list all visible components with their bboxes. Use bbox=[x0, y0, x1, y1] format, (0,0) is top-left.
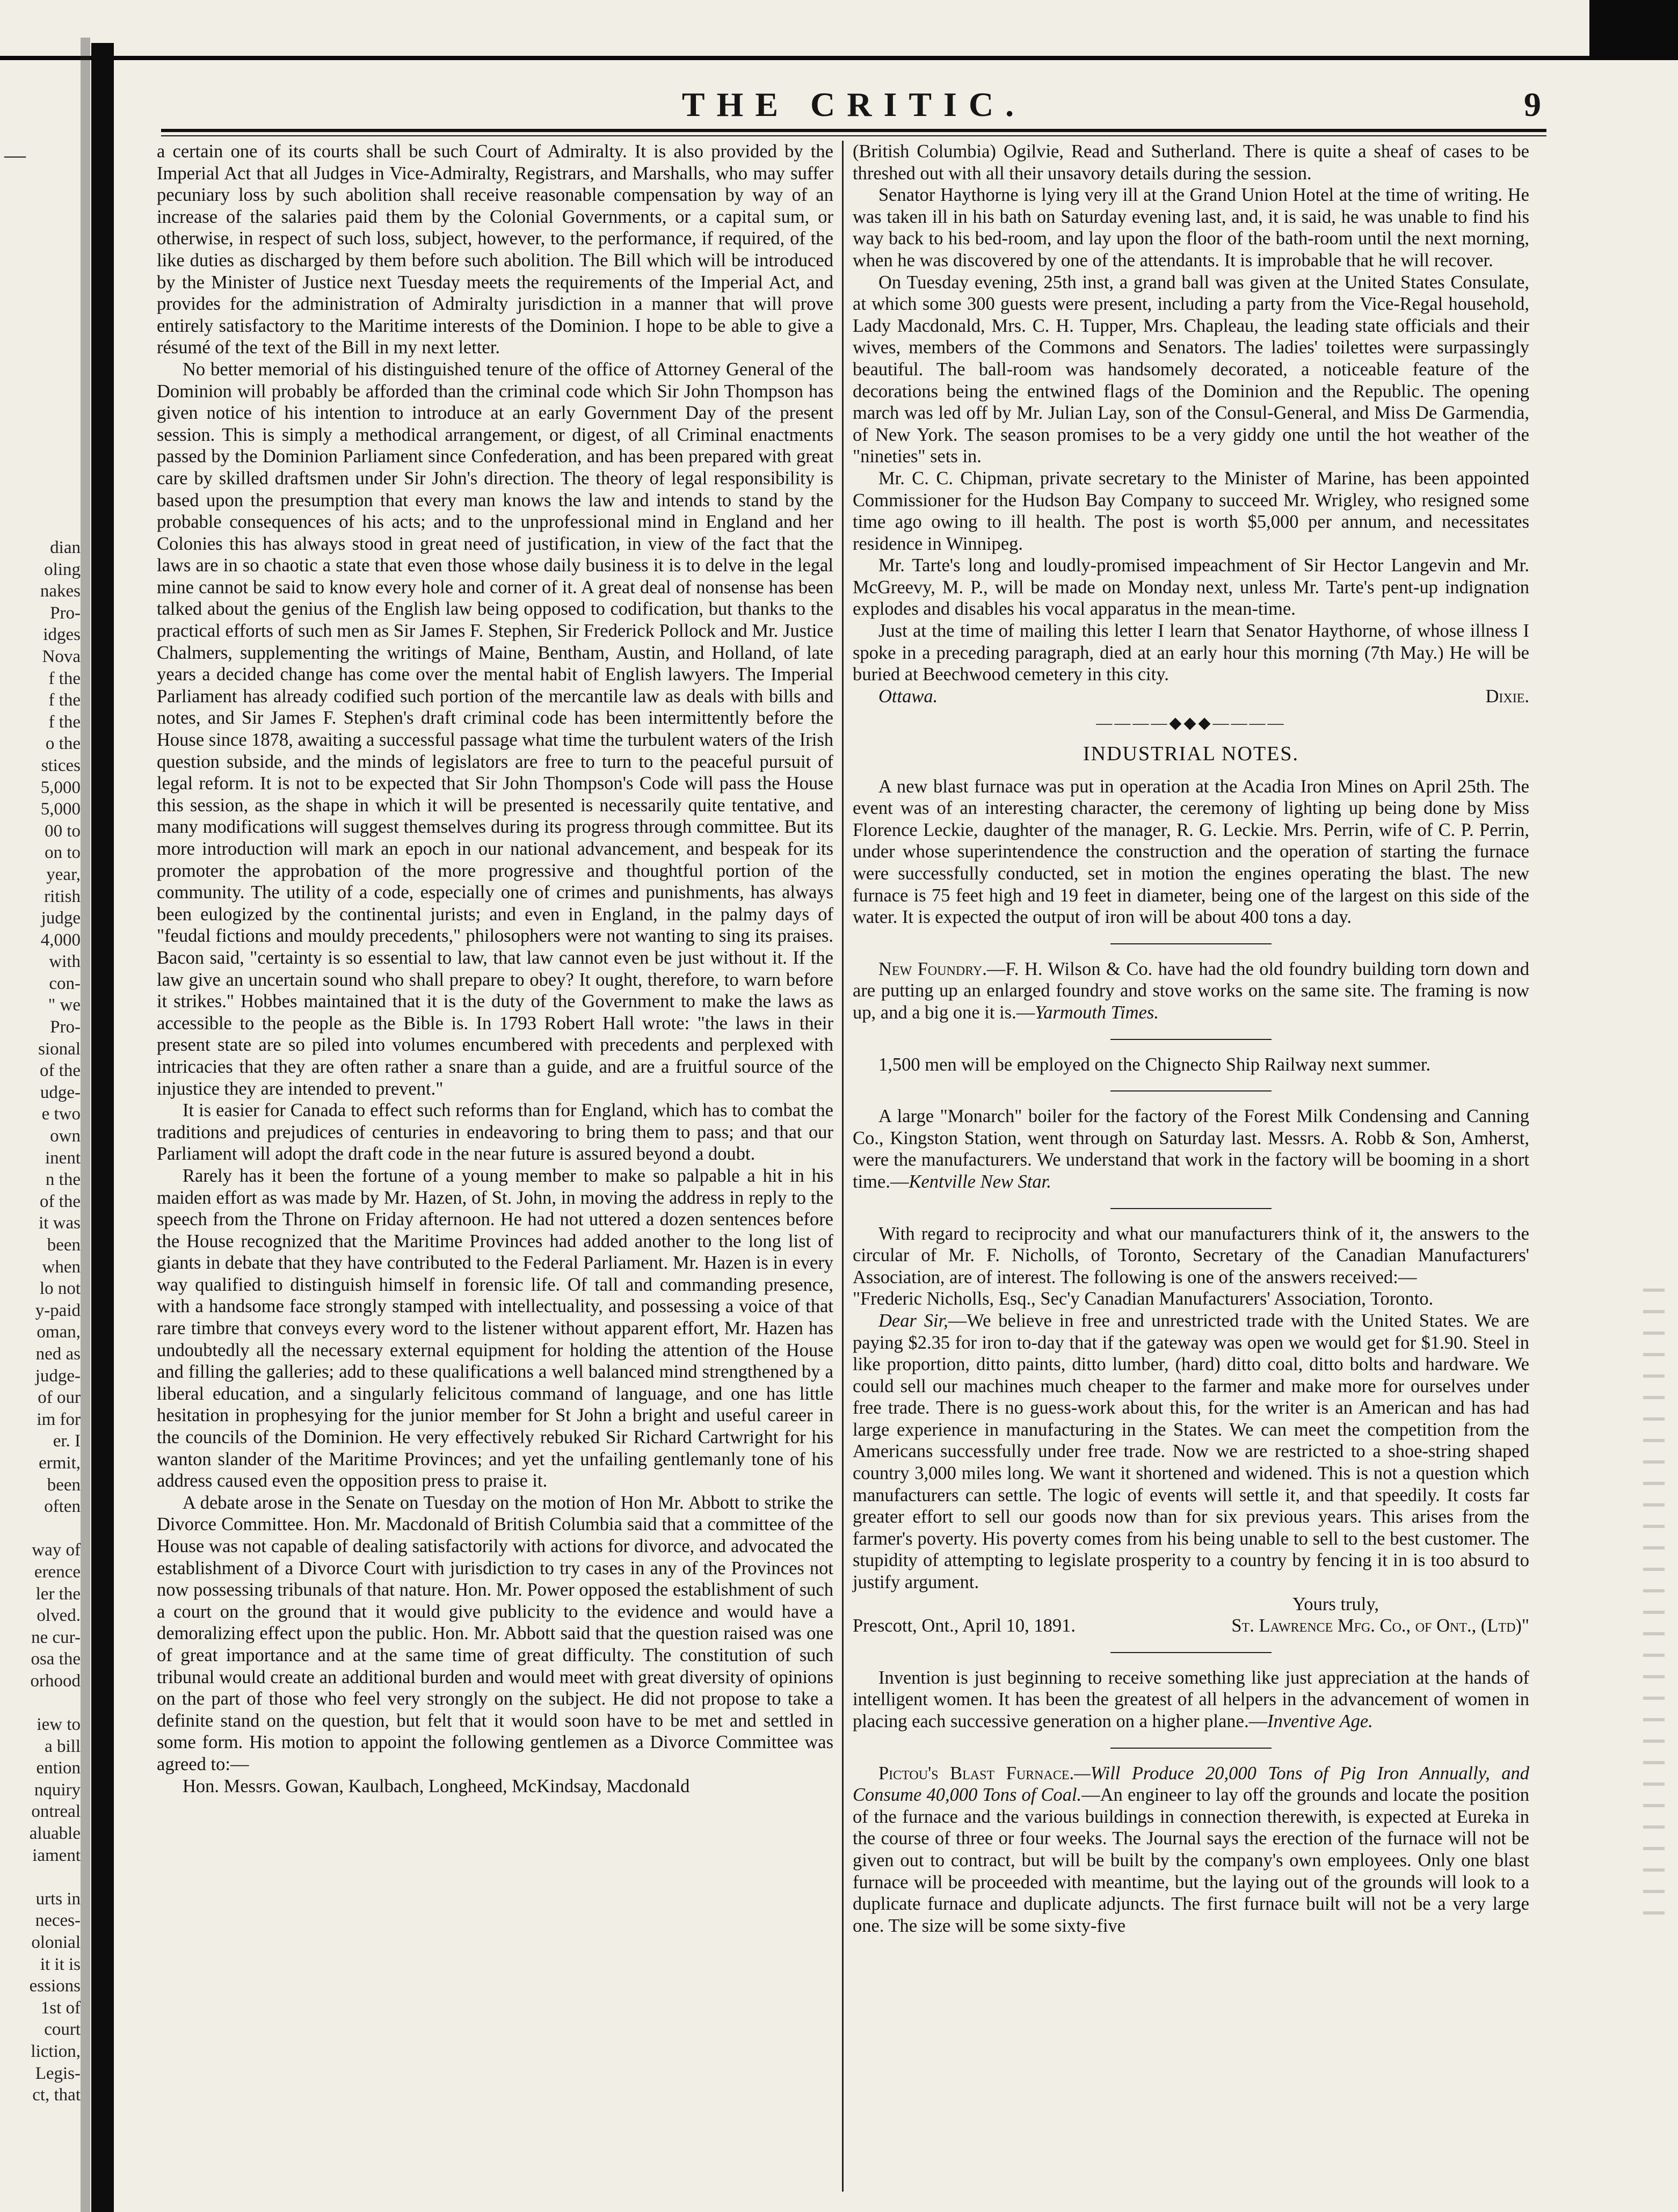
adjacent-page-fragments bbox=[0, 537, 81, 2106]
letter-closing: Yours truly, bbox=[1292, 1593, 1379, 1614]
margin-fragment: iament bbox=[32, 1845, 81, 1865]
paragraph: It is easier for Canada to effect such reforms than for England, which has to combat the traditions and prejudices of centuries in endeavoring to bring them to pass; and that our Parliament will adopt the draft code in the near future is assured beyond a doubt. bbox=[157, 1100, 833, 1165]
paragraph bbox=[853, 1667, 1529, 1733]
paragraph: A new blast furnace was put in operation at the Acadia Iron Mines on April 25th. The event was of an interesting character, the ceremony of lighting up being done by Miss Florence Leckie, daughter of the manager, R. G. Leckie. Mrs. Perrin, wife of C. P. Perrin, under whose superintendence the construction and the operation of starting the furnace were successfully conducted, set in motion the engines operating the blast. The new furnace is 75 feet high and 19 feet in diameter, being one of the largest on this side of the water. It is expected the output of iron will be about 400 tons a day. bbox=[853, 776, 1529, 928]
margin-fragment: Legis- bbox=[35, 2063, 81, 2083]
margin-fragment: idges bbox=[43, 625, 81, 645]
margin-fragment: iew to bbox=[37, 1715, 81, 1735]
margin-fragment: erence bbox=[34, 1562, 81, 1582]
margin-fragment: y-paid bbox=[35, 1300, 81, 1320]
paragraph: 1,500 men will be employed on the Chignecto Ship Railway next summer. bbox=[878, 1054, 1431, 1075]
scan-speckle-right bbox=[1643, 1289, 1665, 1933]
short-rule bbox=[1110, 943, 1272, 944]
paragraph: (British Columbia) Ogilvie, Read and Sutherland. There is quite a sheaf of cases to be threshed out with all their unsavory details during the session. bbox=[853, 141, 1529, 184]
short-rule bbox=[1110, 1039, 1272, 1040]
margin-fragment: essions bbox=[29, 1976, 81, 1996]
margin-fragment: often bbox=[44, 1497, 81, 1517]
margin-fragment: 1st of bbox=[40, 1998, 81, 2018]
masthead-title: THE CRITIC. bbox=[681, 85, 1026, 123]
letter-address: "Frederic Nicholls, Esq., Sec'y Canadian Manufacturers' Association, Toronto. bbox=[853, 1289, 1434, 1309]
margin-fragment: 00 to bbox=[45, 821, 81, 841]
margin-fragment: ned as bbox=[35, 1344, 81, 1364]
margin-fragment: con- bbox=[49, 973, 81, 993]
margin-fragment: 5,000 bbox=[40, 799, 81, 819]
paragraph: A debate arose in the Senate on Tuesday on the motion of Hon Mr. Abbott to strike the Divorce Committee. Hon. Mr. Macdonald of British Columbia said that a committee of the House was not capable of dealing satisfactorily with actions for divorce, and advocated the establishment of a Divorce Court with jurisdiction to try cases in any of the Provinces not now possessing tribunals of that nature. Hon. Mr. Power opposed the establishment of such a court on the ground that it would give publicity to the evidence and would have a demoralizing effect upon the public. Hon. Mr. Abbott said that the question raised was one of great importance and at the same time of great difficulty. The constitution of such tribunal would create an additional burden and would meet with great diversity of opinions on the part of those who feel very strongly on the subject. He did not propose to take a definite stand on the question, but felt that it would soon have to be met and settled in some form. His motion to appoint the following gentlemen as a Divorce Committee was agreed to:— bbox=[157, 1492, 833, 1774]
margin-fragment: f the bbox=[48, 690, 81, 710]
item-source: Inventive Age. bbox=[1267, 1711, 1373, 1731]
paragraph: Mr. Tarte's long and loudly-promised impeachment of Sir Hector Langevin and Mr. McGreevy, M. P., will be made on Monday next, unless Mr. Tarte's pent-up indignation explodes and disables his vocal apparatus in the mean-time. bbox=[853, 555, 1529, 620]
margin-fragment: nakes bbox=[40, 581, 81, 601]
margin-fragment: Pro- bbox=[50, 1017, 81, 1037]
short-rule bbox=[1110, 1748, 1272, 1749]
margin-fragment: oling bbox=[44, 559, 81, 579]
right-column bbox=[853, 141, 1529, 1937]
margin-fragment: nquiry bbox=[34, 1780, 81, 1800]
page-number: 9 bbox=[1524, 85, 1541, 123]
margin-fragment: 4,000 bbox=[40, 930, 81, 950]
margin-fragment: judge- bbox=[35, 1366, 81, 1386]
dateline-place: Ottawa. bbox=[878, 686, 938, 707]
letter-company: St. Lawrence Mfg. Co., of Ont., (Ltd)" bbox=[1231, 1616, 1529, 1636]
margin-fragment: year, bbox=[46, 864, 81, 884]
paragraph: Just at the time of mailing this letter I learn that Senator Haythorne, of whose illness I spoke in a preceding paragraph, died at an early hour this morning (7th May.) He will be buried at Beechwood cemetery in this city. bbox=[853, 621, 1529, 685]
margin-fragment: f the bbox=[48, 712, 81, 732]
margin-fragment: of our bbox=[38, 1388, 81, 1408]
margin-fragment: with bbox=[49, 952, 81, 972]
margin-fragment bbox=[0, 1518, 81, 1540]
item-text: —An engineer to lay off the grounds and locate the position of the furnace and the various buildings in connection therewith, is expected at Eureka in the course of three or four weeks. The Journal says the erection of the furnace will not be given out to contract, but will be built by the company's own employees. Only one blast furnace will be proceeded with meantime, but the laying out of the grounds will look to a duplicate furnace and duplicate adjuncts. The first furnace built will not be a very large one. The size will be some sixty-five bbox=[853, 1785, 1529, 1936]
letter-salutation: Dear Sir, bbox=[878, 1310, 948, 1331]
margin-fragment: been bbox=[47, 1475, 81, 1495]
margin-fragment: ct, that bbox=[32, 2085, 81, 2105]
section-heading: INDUSTRIAL NOTES. bbox=[1083, 743, 1299, 766]
item-title: Pictou's Blast Furnace. bbox=[878, 1763, 1074, 1784]
margin-fragment: lo not bbox=[39, 1279, 81, 1299]
column-divider bbox=[842, 141, 844, 2192]
margin-fragment: it it is bbox=[40, 1954, 81, 1974]
paragraph: No better memorial of his distinguished tenure of the office of Attorney General of the Dominion will probably be afforded than the criminal code which Sir John Thompson has given notice of his intention to introduce at an early Government Day of the present session. This is simply a methodical arrangement, or digest, of all Criminal enactments passed by the Dominion Parliament since Confederation, and has been prepared with great care by skilled draftsmen under Sir John's direction. The theory of legal responsibility is based upon the presumption that every man knows the law and intends to stand by the probable consequences of his acts; and to the unprofessional mind in England and her Colonies this has always stood in great need of justification, in view of the fact that the laws are in so chaotic a state that even those whose daily business it is to delve in the legal mine cannot be said to know every hole and corner of it. A great deal of nonsense has been talked about the genius of the English law being opposed to codification, but thanks to the practical efforts of such men as Sir James F. Stephen, Sir Frederick Pollock and Mr. Justice Chalmers, supplementing the writings of Maine, Bentham, Austin, and Holland, of late years a decided change has come over the mental habit of English lawyers. The Imperial Parliament has already codified such portion of the mercantile law as deals with bills and notes, and Sir James F. Stephen's draft criminal code has been intermittently before the House since 1878, awaiting a successful passage what time the turbulent waters of the Irish question subside, and the minds of legislators are free to turn to the peaceful pursuit of legal reform. It is not to be expected that Sir John Thompson's Code will pass the House this session, as the shape in which it will be presented is necessarily quite tentative, and many modifications will suggest themselves during its progress through committee. But its more introduction will mark an epoch in our national advancement, and bespeak for its promoter the approbation of the more progressive and thoughtful portion of the community. The utility of a code, especially one of crimes and punishments, has always been eulogized by the continental jurists; and even in England, in the palmy days of "feudal fictions and mouldy precedents," philosophers were not wanting to sing its praises. Bacon said, "certainty is so essential to law, that law cannot even be just without it. If the law give an uncertain sound who shall prepare to obey? It ought, therefore, to warn before it strikes." Hobbes maintained that it is the duty of the Government to make the laws as accessible to the people as the Bible is. In 1793 Robert Hall wrote: "the laws in their present state are so piled into volumes encumbered with precedents and perplexed with intricacies that they are often rather a snare than a guide, and are a fruitful source of the injustice they are intended to prevent." bbox=[157, 359, 833, 1099]
margin-fragment: neces- bbox=[35, 1911, 81, 1931]
margin-fragment: ermit, bbox=[39, 1453, 81, 1473]
margin-fragment: urts in bbox=[35, 1889, 81, 1909]
paragraph: On Tuesday evening, 25th inst, a grand ball was given at the United States Consulate, at which some 300 guests were present, including a party from the Vice-Regal household, Lady Macdonald, Mrs. C. H. Tupper, Mrs. Chapleau, the leading state officials and their wives, members of the Commons and Senators. The ladies' toilettes were surpassingly beautiful. The ball-room was handsomely decorated, a noticeable feature of the decorations being the entwined flags of the Dominion and the Republic. The opening march was led off by Mr. Julian Lay, son of the Consul-General, and Miss De Garmendia, of New York. The season promises to be a very giddy one until the hot weather of the "nineties" sets in. bbox=[853, 272, 1529, 467]
margin-fragment: own bbox=[50, 1126, 81, 1146]
item-subtitle: —Will Produce 20,000 Tons of Pig Iron Annually, and Consume 40,000 Tons of Coal. bbox=[853, 1763, 1530, 1806]
margin-fragment: o the bbox=[45, 734, 81, 754]
margin-fragment: n the bbox=[45, 1170, 81, 1190]
dateline bbox=[853, 686, 1529, 708]
paragraph bbox=[853, 1105, 1529, 1192]
margin-fragment: ler the bbox=[35, 1584, 81, 1604]
paragraph: a certain one of its courts shall be such Court of Admiralty. It is also provided by the Imperial Act that all Judges in Vice-Admiralty, Registrars, and Marshalls, who may suffer pecuniary loss by such abolition shall receive reasonable compensation by way of an increase of the salaries paid them by the Colonial Governments, or a capital sum, or otherwise, in respect of such loss, subject, however, to the performance, if required, of the like duties as discharged by them before such abolition. The Bill which will be introduced by the Minister of Justice next Tuesday meets the requirements of the Imperial Act, and provides for the administration of Admiralty jurisdiction in a manner that will prove entirely satisfactory to the Maritime interests of the Dominion. I hope to be able to give a résumé of the text of the Bill in my next letter. bbox=[157, 141, 833, 358]
paragraph: Hon. Messrs. Gowan, Kaulbach, Longheed, McKindsay, Macdonald bbox=[183, 1776, 690, 1796]
margin-fragment: of the bbox=[39, 1191, 81, 1211]
masthead-rule-thin bbox=[161, 135, 1546, 136]
masthead bbox=[161, 81, 1546, 129]
item-source: Yarmouth Times. bbox=[1035, 1002, 1159, 1023]
margin-fragment: court bbox=[44, 2020, 81, 2040]
margin-fragment: osa the bbox=[31, 1649, 81, 1669]
item-text: A large "Monarch" boiler for the factory of the Forest Milk Condensing and Canning Co., Kingston Station, went through on Saturday last. Messrs. A. Robb & Son, Amherst, were the manufacturers. We understand that work in the factory will be booming in a short time.— bbox=[853, 1106, 1529, 1192]
margin-fragment: er. I bbox=[53, 1431, 81, 1451]
ornament-divider: ————◆◆◆———— bbox=[1096, 714, 1286, 732]
scan-border-left bbox=[91, 43, 114, 2212]
paragraph: Rarely has it been the fortune of a young member to make so palpable a hit in his maiden effort as was made by Mr. Hazen, of St. John, in moving the address in reply to the speech from the Throne on Friday afternoon. He had not uttered a dozen sentences before the House recognized that the Maritime Provinces had added another to the long list of giants in debate that they have contributed to the Federal Parliament. Mr. Hazen is in every way qualified to distinguish himself in forensic life. Of tall and commanding presence, with a handsome face strongly stamped with intellectuality, and possessing a voice of that rare timbre that conveys every word to the listener without apparent effort, Mr. Hazen has undoubtedly all the necessary external equipment for holding the attention of the House and filling the galleries; add to these qualifications a well balanced mind strengthened by a liberal education, and a singularly felicitous command of language, and one has little hesitation in prophesying for the junior member for St John a bright and useful career in the councils of the Dominion. He very effectively rebuked Sir Richard Cartwright for his wanton slander of the Maritime Provinces; and yet the unfailing gentlemanly tone of his address caused even the opposition press to praise it. bbox=[157, 1165, 833, 1491]
margin-fragment: ention bbox=[36, 1758, 81, 1778]
margin-fragment bbox=[0, 1866, 81, 1888]
dateline-signature: Dixie. bbox=[1485, 686, 1529, 707]
left-column bbox=[157, 141, 833, 1797]
margin-fragment: way of bbox=[32, 1540, 81, 1560]
letter-body bbox=[853, 1310, 1529, 1593]
margin-fragment: udge- bbox=[40, 1082, 81, 1102]
margin-fragment: Nova bbox=[42, 646, 81, 666]
page-fold-shadow bbox=[81, 38, 90, 2212]
letter-footer bbox=[853, 1615, 1529, 1637]
paragraph bbox=[853, 958, 1529, 1024]
item-source: Kentville New Star. bbox=[909, 1171, 1051, 1192]
margin-fragment: " we bbox=[48, 995, 81, 1015]
margin-fragment: it was bbox=[39, 1213, 81, 1233]
margin-fragment bbox=[0, 1692, 81, 1714]
margin-fragment: olonial bbox=[31, 1933, 81, 1952]
short-rule bbox=[1110, 1652, 1272, 1653]
paragraph bbox=[853, 1763, 1529, 1937]
margin-fragment: when bbox=[42, 1257, 81, 1277]
margin-fragment: dian bbox=[50, 538, 81, 557]
margin-fragment: inent bbox=[45, 1148, 81, 1168]
margin-fragment: liction, bbox=[31, 2041, 81, 2061]
margin-fragment: f the bbox=[48, 668, 81, 688]
paragraph: With regard to reciprocity and what our manufacturers think of it, the answers to the circular of Mr. F. Nicholls, of Toronto, Secretary of the Canadian Manufacturers' Association, are of interest. The following is one of the answers received:— bbox=[853, 1223, 1529, 1287]
margin-fragment: orhood bbox=[30, 1671, 81, 1691]
margin-fragment: Pro- bbox=[50, 603, 81, 623]
margin-fragment: on to bbox=[45, 843, 81, 863]
margin-fragment: judge bbox=[41, 908, 81, 928]
short-rule bbox=[1110, 1208, 1272, 1209]
margin-fragment: ne cur- bbox=[31, 1627, 81, 1647]
margin-fragment: aluable bbox=[29, 1824, 81, 1844]
margin-fragment: e two bbox=[41, 1104, 81, 1124]
letter-text: —We believe in free and unrestricted trade with the United States. We are paying $2.35 for iron to-day that if the gateway was open we would get for $1.90. Steel in like proportion, ditto paints, ditto lumber, (hard) ditto coal, ditto bolts and hardware. We could sell our machines much cheaper to the farmer and make more for ourselves under free trade. There is no guess-work about this, for the writer is an American and has had large experience in manufacturing in the States. We can meet the competition from the Americans successfully under free trade. Now we are restricted to a shoe-string shaped country 3,000 miles long. We want it shortened and widened. This is not a question which manufacturers can settle. The logic of events will settle it, and that speedily. It costs far greater effort to sell our goods now than for six previous years. This arises from the farmer's poverty. His poverty comes from his being unable to sell to the best customer. The stupidity of attempting to legislate prosperity to a country by fencing it in is too absurd to justify argument. bbox=[853, 1310, 1529, 1593]
margin-fragment: a bill bbox=[45, 1736, 81, 1756]
margin-fragment: olved. bbox=[37, 1606, 81, 1626]
margin-fragment: stices bbox=[41, 755, 81, 775]
scan-paper-edge bbox=[0, 0, 1589, 56]
margin-dash: — bbox=[4, 143, 26, 167]
margin-fragment: im for bbox=[37, 1409, 81, 1429]
masthead-rule bbox=[161, 129, 1546, 132]
item-text: —F. H. Wilson & Co. have had the old foundry building torn down and are putting up an enlarged foundry and stove works on the same site. The framing is now up, and a big one it is.— bbox=[853, 958, 1530, 1023]
margin-fragment: of the bbox=[39, 1061, 81, 1081]
margin-fragment: oman, bbox=[37, 1322, 81, 1342]
margin-fragment: sional bbox=[38, 1039, 81, 1059]
margin-fragment: been bbox=[47, 1235, 81, 1255]
margin-fragment: 5,000 bbox=[40, 777, 81, 797]
margin-fragment: ritish bbox=[44, 886, 81, 906]
paragraph: Mr. C. C. Chipman, private secretary to the Minister of Marine, has been appointed Commissioner for the Hudson Bay Company to succeed Mr. Wrigley, who resigned some time ago owing to ill health. The post is worth $5,000 per annum, and necessitates residence in Winnipeg. bbox=[853, 468, 1529, 554]
short-rule bbox=[1110, 1090, 1272, 1092]
item-title: New Foundry. bbox=[878, 958, 987, 979]
letter-place-date: Prescott, Ont., April 10, 1891. bbox=[853, 1616, 1076, 1636]
item-text: Invention is just beginning to receive something like just appreciation at the hands of intelligent women. It has been the greatest of all helpers in the advancement of women in placing each successive generation on a higher plane.— bbox=[853, 1667, 1529, 1731]
margin-fragment: ontreal bbox=[31, 1802, 81, 1822]
paragraph: Senator Haythorne is lying very ill at the Grand Union Hotel at the time of writing. He was taken ill in his bath on Saturday evening last, and, it is said, he was unable to find his way back to his bed-room, and lay upon the floor of the bath-room until the next morning, when he was discovered by one of the attendants. It is improbable that he will recover. bbox=[853, 185, 1529, 271]
